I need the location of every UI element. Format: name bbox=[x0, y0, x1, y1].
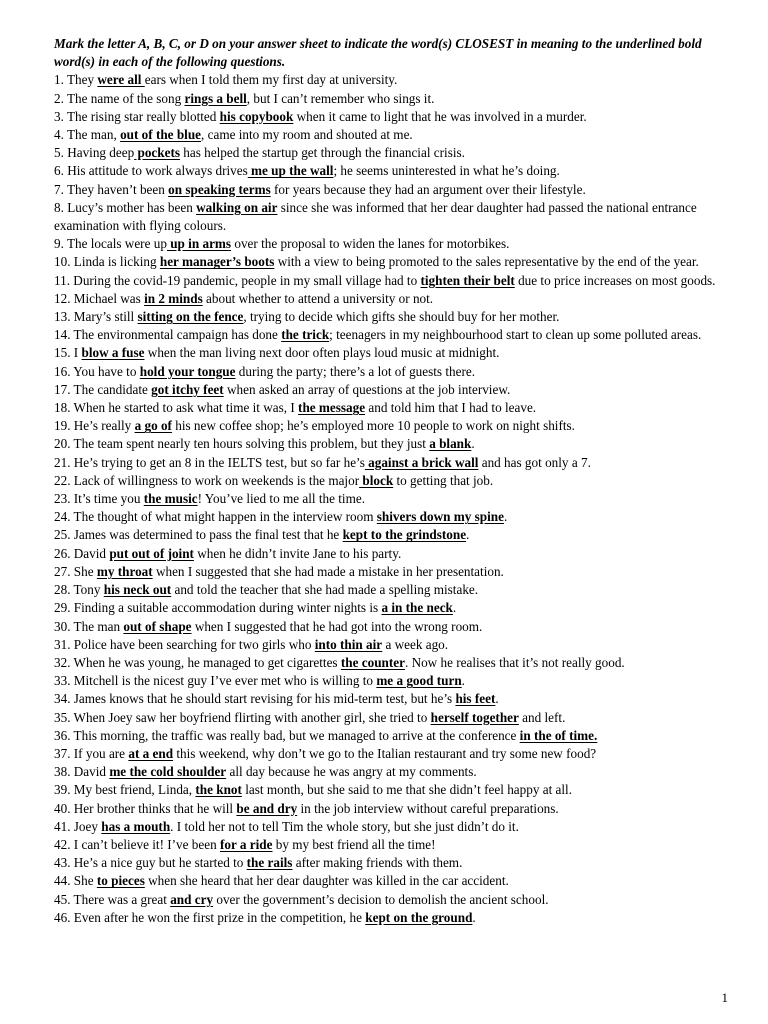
question-text-after: ears when I told them my first day at university. bbox=[144, 72, 398, 88]
question-number: 41. bbox=[54, 818, 74, 834]
underlined-phrase: sitting on the fence bbox=[137, 309, 244, 325]
question-item bbox=[54, 654, 744, 672]
question-text-after: and told him that I had to leave. bbox=[365, 400, 537, 416]
question-number: 6. bbox=[54, 163, 68, 179]
question-number: 7. bbox=[54, 181, 67, 197]
question-text-after: . bbox=[461, 673, 465, 689]
question-item bbox=[54, 253, 744, 271]
question-text-after: . bbox=[471, 436, 475, 452]
document-content bbox=[54, 35, 744, 927]
question-text-before: It’s time you bbox=[73, 491, 144, 507]
question-text-after: when the man living next door often plays loud music at midnight. bbox=[144, 345, 500, 361]
question-text-before: David bbox=[73, 764, 110, 780]
question-item bbox=[54, 90, 744, 108]
question-text-after: by my best friend all the time! bbox=[272, 836, 436, 852]
underlined-phrase: the counter bbox=[340, 654, 405, 670]
question-item bbox=[54, 909, 744, 927]
question-text-before: This morning, the traffic was really bad, but we managed to arrive at the conference bbox=[73, 727, 520, 743]
underlined-phrase: the knot bbox=[195, 782, 242, 798]
underlined-phrase: and cry bbox=[170, 891, 214, 907]
underlined-phrase: has a mouth bbox=[101, 818, 171, 834]
question-text-after: . I told her not to tell Tim the whole story, but she just didn’t do it. bbox=[170, 818, 519, 834]
question-text-before: Linda is licking bbox=[73, 254, 160, 270]
question-text-after: his new coffee shop; he’s employed more 10 people to work on night shifts. bbox=[171, 418, 575, 434]
question-item bbox=[54, 563, 744, 581]
question-text-after: and has got only a 7. bbox=[478, 454, 591, 470]
question-number: 8. bbox=[54, 199, 68, 215]
question-text-after: after making friends with them. bbox=[292, 855, 463, 871]
question-text-after: last month, but she said to me that she didn’t feel happy at all. bbox=[241, 782, 573, 798]
underlined-phrase: in 2 minds bbox=[144, 290, 203, 306]
underlined-phrase: got itchy feet bbox=[151, 381, 224, 397]
underlined-phrase: my throat bbox=[96, 563, 153, 579]
question-number: 2. bbox=[54, 90, 67, 106]
underlined-phrase: a in the neck bbox=[381, 600, 453, 616]
question-text-before: Mary’s still bbox=[73, 309, 138, 325]
page-number: 1 bbox=[721, 990, 728, 1005]
question-list bbox=[54, 71, 744, 927]
underlined-phrase: put out of joint bbox=[109, 545, 194, 561]
question-item bbox=[54, 508, 744, 526]
question-text-after: for years because they had an argument over their lifestyle. bbox=[270, 181, 586, 197]
question-text-before: You have to bbox=[73, 363, 140, 379]
question-text-before: He’s trying to get an 8 in the IELTS test, but so far he’s bbox=[73, 454, 365, 470]
question-item bbox=[54, 399, 744, 417]
question-item bbox=[54, 818, 744, 836]
question-text-after: with a view to being promoted to the sales representative by the end of the year. bbox=[274, 254, 699, 270]
question-item bbox=[54, 435, 744, 453]
underlined-phrase: his copybook bbox=[219, 108, 294, 124]
question-item bbox=[54, 344, 744, 362]
question-text-after: due to price increases on most goods. bbox=[514, 272, 716, 288]
question-text-before: He’s a nice guy but he started to bbox=[73, 855, 247, 871]
question-item bbox=[54, 126, 744, 144]
question-number: 5. bbox=[54, 145, 68, 161]
question-number: 12. bbox=[54, 290, 74, 306]
underlined-phrase: her manager’s boots bbox=[159, 254, 275, 270]
question-text-before: Police have been searching for two girls who bbox=[73, 636, 315, 652]
question-item bbox=[54, 727, 744, 745]
question-text-after: when he didn’t invite Jane to his party. bbox=[193, 545, 402, 561]
underlined-phrase: were all bbox=[97, 72, 145, 88]
question-number: 28. bbox=[54, 582, 74, 598]
question-text-before: When Joey saw her boyfriend flirting with another girl, she tried to bbox=[73, 709, 431, 725]
question-item bbox=[54, 108, 744, 126]
underlined-phrase: pockets bbox=[134, 145, 180, 161]
question-text-before: When he was young, he managed to get cigarettes bbox=[73, 654, 341, 670]
instruction-heading: Mark the letter A, B, C, or D on your answer sheet to indicate the word(s) CLOSEST in meaning to the underlined bold word(s) in each of the following questions. bbox=[54, 36, 702, 70]
question-item bbox=[54, 144, 744, 162]
question-number: 25. bbox=[54, 527, 74, 543]
underlined-phrase: tighten their belt bbox=[420, 272, 515, 288]
question-text-before: They bbox=[66, 72, 98, 88]
question-item bbox=[54, 781, 744, 799]
question-number: 40. bbox=[54, 800, 74, 816]
underlined-phrase: out of shape bbox=[123, 618, 192, 634]
question-number: 34. bbox=[54, 691, 74, 707]
question-text-after: and told the teacher that she had made a spelling mistake. bbox=[171, 582, 479, 598]
question-item bbox=[54, 162, 744, 180]
underlined-phrase: the trick bbox=[281, 327, 330, 343]
question-item bbox=[54, 690, 744, 708]
question-text-before: I can’t believe it! I’ve been bbox=[73, 836, 220, 852]
question-text-before: The locals were up bbox=[66, 236, 167, 252]
question-text-after: a week ago. bbox=[382, 636, 449, 652]
underlined-phrase: block bbox=[359, 472, 394, 488]
question-text-after: . bbox=[495, 691, 499, 707]
question-item bbox=[54, 872, 744, 890]
question-text-after: ; teenagers in my neighbourhood start to clean up some polluted areas. bbox=[329, 327, 702, 343]
underlined-phrase: up in arms bbox=[166, 236, 232, 252]
question-text-after: , trying to decide which gifts she should buy for her mother. bbox=[243, 309, 560, 325]
question-text-before: I bbox=[73, 345, 82, 361]
underlined-phrase: hold your tongue bbox=[139, 363, 236, 379]
question-text-before: Even after he won the first prize in the competition, he bbox=[73, 909, 366, 925]
question-text-after: . bbox=[452, 600, 457, 616]
question-item bbox=[54, 290, 744, 308]
underlined-phrase: kept to the grindstone bbox=[342, 527, 467, 543]
question-item bbox=[54, 454, 744, 472]
question-number: 44. bbox=[54, 873, 74, 889]
underlined-phrase: the message bbox=[298, 400, 366, 416]
underlined-phrase: a blank bbox=[429, 436, 472, 452]
question-item bbox=[54, 800, 744, 818]
question-item bbox=[54, 272, 744, 290]
question-item bbox=[54, 472, 744, 490]
underlined-phrase: blow a fuse bbox=[81, 345, 145, 361]
question-number: 31. bbox=[54, 636, 74, 652]
question-text-before: Joey bbox=[73, 818, 102, 834]
question-text-after: all day because he was angry at my comments. bbox=[226, 764, 477, 780]
question-item bbox=[54, 618, 744, 636]
question-item bbox=[54, 417, 744, 435]
question-item bbox=[54, 854, 744, 872]
question-number: 46. bbox=[54, 909, 74, 925]
question-item bbox=[54, 545, 744, 563]
underlined-phrase: rings a bell bbox=[184, 90, 247, 106]
question-item bbox=[54, 326, 744, 344]
question-text-after: over the government’s decision to demolish the ancient school. bbox=[213, 891, 549, 907]
question-number: 21. bbox=[54, 454, 74, 470]
question-item bbox=[54, 599, 744, 617]
underlined-phrase: shivers down my spine bbox=[376, 509, 504, 525]
question-item bbox=[54, 763, 744, 781]
question-number: 35. bbox=[54, 709, 74, 725]
question-text-after: over the proposal to widen the lanes for motorbikes. bbox=[231, 236, 510, 252]
question-text-after: this weekend, why don’t we go to the Italian restaurant and try some new food? bbox=[173, 745, 597, 761]
question-item bbox=[54, 745, 744, 763]
question-text-after: has helped the startup get through the financial crisis. bbox=[180, 145, 465, 161]
question-text-before: James knows that he should start revising for his mid-term test, but he’s bbox=[73, 691, 456, 707]
question-item bbox=[54, 836, 744, 854]
question-number: 33. bbox=[54, 673, 74, 689]
question-text-before: The man, bbox=[66, 127, 121, 143]
question-item bbox=[54, 581, 744, 599]
underlined-phrase: kept on the ground bbox=[365, 909, 473, 925]
question-text-before: Finding a suitable accommodation during winter nights is bbox=[73, 600, 382, 616]
underlined-phrase: the music bbox=[143, 491, 198, 507]
underlined-phrase: for a ride bbox=[220, 836, 273, 852]
question-text-after: when asked an array of questions at the job interview. bbox=[223, 381, 511, 397]
underlined-phrase: his feet bbox=[455, 691, 496, 707]
underlined-phrase: into thin air bbox=[314, 636, 383, 652]
question-number: 3. bbox=[54, 108, 67, 124]
question-number: 16. bbox=[54, 363, 74, 379]
question-item bbox=[54, 709, 744, 727]
question-text-after: . bbox=[466, 527, 470, 543]
question-text-before: Having deep bbox=[67, 145, 135, 161]
question-text-after: to getting that job. bbox=[393, 472, 494, 488]
question-item bbox=[54, 181, 744, 199]
question-number: 19. bbox=[54, 418, 74, 434]
question-text-after: . bbox=[503, 509, 508, 525]
question-text-before: The team spent nearly ten hours solving this problem, but they just bbox=[73, 436, 430, 452]
question-item bbox=[54, 363, 744, 381]
underlined-phrase: be and dry bbox=[236, 800, 298, 816]
question-text-before: She bbox=[73, 873, 97, 889]
question-number: 22. bbox=[54, 472, 74, 488]
underlined-phrase: a go of bbox=[134, 418, 172, 434]
question-number: 13. bbox=[54, 309, 74, 325]
question-number: 32. bbox=[54, 654, 74, 670]
question-text-after: when she heard that her dear daughter was killed in the car accident. bbox=[144, 873, 509, 889]
question-text-before: His attitude to work always drives bbox=[67, 163, 248, 179]
question-text-before: They haven’t been bbox=[66, 181, 169, 197]
question-text-before: When he started to ask what time it was, I bbox=[73, 400, 299, 416]
question-text-before: The thought of what might happen in the interview room bbox=[73, 509, 377, 525]
question-text-before: David bbox=[73, 545, 110, 561]
underlined-phrase: herself together bbox=[430, 709, 519, 725]
question-text-after: during the party; there’s a lot of guests there. bbox=[235, 363, 476, 379]
question-text-before: Lucy’s mother has been bbox=[67, 199, 197, 215]
question-text-before: Her brother thinks that he will bbox=[73, 800, 237, 816]
underlined-phrase: on speaking terms bbox=[168, 181, 271, 197]
question-text-after: ; he seems uninterested in what he’s doing. bbox=[333, 163, 560, 179]
question-text-after: , came into my room and shouted at me. bbox=[201, 127, 413, 143]
question-number: 38. bbox=[54, 764, 74, 780]
underlined-phrase: me up the wall bbox=[247, 163, 334, 179]
question-item bbox=[54, 891, 744, 909]
question-number: 15. bbox=[54, 345, 74, 361]
question-item bbox=[54, 235, 744, 253]
question-item bbox=[54, 199, 744, 235]
underlined-phrase: walking on air bbox=[196, 199, 278, 215]
question-text-before: He’s really bbox=[73, 418, 135, 434]
question-number: 23. bbox=[54, 491, 74, 507]
question-number: 43. bbox=[54, 855, 74, 871]
question-text-after: . Now he realises that it’s not really good. bbox=[404, 654, 625, 670]
question-text-before: The name of the song bbox=[66, 90, 185, 106]
question-text-after: and left. bbox=[518, 709, 566, 725]
question-text-before: The rising star really blotted bbox=[66, 108, 220, 124]
underlined-phrase: against a brick wall bbox=[364, 454, 479, 470]
question-text-after: since she was informed that her dear daughter had passed the national entrance examination with flying colours. bbox=[54, 199, 697, 234]
question-text-before: If you are bbox=[73, 745, 129, 761]
question-number: 39. bbox=[54, 782, 74, 798]
question-number: 1. bbox=[54, 72, 67, 88]
question-text-before: The candidate bbox=[73, 381, 152, 397]
question-text-before: She bbox=[73, 563, 97, 579]
question-number: 29. bbox=[54, 600, 74, 616]
question-item bbox=[54, 526, 744, 544]
question-text-after: in the job interview without careful preparations. bbox=[297, 800, 559, 816]
question-text-after: about whether to attend a university or not. bbox=[202, 290, 434, 306]
question-number: 45. bbox=[54, 891, 74, 907]
underlined-phrase: his neck out bbox=[103, 582, 172, 598]
question-text-before: During the covid-19 pandemic, people in my small village had to bbox=[73, 272, 421, 288]
question-item bbox=[54, 672, 744, 690]
question-number: 42. bbox=[54, 836, 74, 852]
question-text-before: The man bbox=[73, 618, 124, 634]
question-text-before: Michael was bbox=[73, 290, 145, 306]
question-number: 14. bbox=[54, 327, 74, 343]
question-number: 26. bbox=[54, 545, 74, 561]
question-number: 24. bbox=[54, 509, 74, 525]
question-number: 17. bbox=[54, 381, 74, 397]
question-text-before: Mitchell is the nicest guy I’ve ever met who is willing to bbox=[73, 673, 377, 689]
underlined-phrase: in the of time. bbox=[519, 727, 598, 743]
underlined-phrase: to pieces bbox=[96, 873, 145, 889]
question-item bbox=[54, 381, 744, 399]
question-text-before: Lack of willingness to work on weekends is the major bbox=[73, 472, 360, 488]
question-number: 9. bbox=[54, 236, 67, 252]
question-item bbox=[54, 308, 744, 326]
question-text-before: James was determined to pass the final test that he bbox=[73, 527, 343, 543]
underlined-phrase: out of the blue bbox=[120, 127, 202, 143]
question-text-before: There was a great bbox=[73, 891, 171, 907]
question-number: 18. bbox=[54, 400, 74, 416]
underlined-phrase: me the cold shoulder bbox=[109, 764, 227, 780]
question-number: 36. bbox=[54, 727, 74, 743]
question-text-before: My best friend, Linda, bbox=[73, 782, 196, 798]
question-text-after: when I suggested that he had got into the wrong room. bbox=[191, 618, 483, 634]
question-item bbox=[54, 636, 744, 654]
question-text-before: Tony bbox=[73, 582, 104, 598]
underlined-phrase: the rails bbox=[246, 855, 293, 871]
question-number: 20. bbox=[54, 436, 74, 452]
underlined-phrase: at a end bbox=[128, 745, 174, 761]
question-text-after: ! You’ve lied to me all the time. bbox=[197, 491, 365, 507]
question-text-after: when I suggested that she had made a mistake in her presentation. bbox=[152, 563, 504, 579]
question-number: 30. bbox=[54, 618, 74, 634]
question-item bbox=[54, 490, 744, 508]
question-number: 4. bbox=[54, 127, 67, 143]
question-item bbox=[54, 71, 744, 89]
question-text-after: when it came to light that he was involved in a murder. bbox=[293, 108, 587, 124]
question-number: 10. bbox=[54, 254, 74, 270]
question-text-before: The environmental campaign has done bbox=[73, 327, 282, 343]
question-number: 11. bbox=[54, 272, 74, 288]
question-text-after: . bbox=[472, 909, 476, 925]
question-text-after: , but I can’t remember who sings it. bbox=[246, 90, 435, 106]
question-number: 37. bbox=[54, 745, 74, 761]
underlined-phrase: me a good turn bbox=[376, 673, 462, 689]
question-number: 27. bbox=[54, 563, 74, 579]
